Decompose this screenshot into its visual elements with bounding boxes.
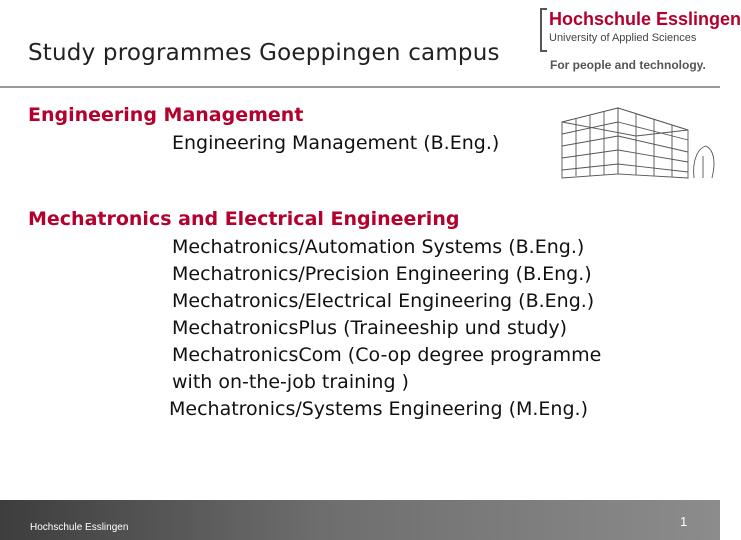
footer-institution: Hochschule Esslingen	[30, 522, 129, 533]
logo-tagline: For people and technology.	[550, 58, 706, 72]
programme-item: Mechatronics/Electrical Engineering (B.Eng.)	[172, 290, 595, 312]
programme-item: with on-the-job training )	[172, 371, 409, 393]
slide-title: Study programmes Goeppingen campus	[28, 40, 500, 66]
logo-name: Hochschule Esslingen	[549, 9, 741, 29]
section-heading-engineering-management: Engineering Management	[28, 104, 304, 126]
programme-item: Engineering Management (B.Eng.)	[172, 132, 500, 154]
page-number: 1	[680, 514, 688, 529]
programme-item: MechatronicsPlus (Traineeship und study)	[172, 317, 568, 339]
programme-item: Mechatronics/Precision Engineering (B.Eng.)	[172, 263, 592, 285]
section-heading-mechatronics: Mechatronics and Electrical Engineering	[28, 208, 460, 230]
logo-subtitle: University of Applied Sciences	[549, 32, 697, 44]
programme-item: Mechatronics/Systems Engineering (M.Eng.)	[169, 398, 588, 420]
programme-item: MechatronicsCom (Co-op degree programme	[172, 344, 602, 366]
programme-item: Mechatronics/Automation Systems (B.Eng.)	[172, 236, 585, 258]
footer-bar	[0, 500, 720, 540]
